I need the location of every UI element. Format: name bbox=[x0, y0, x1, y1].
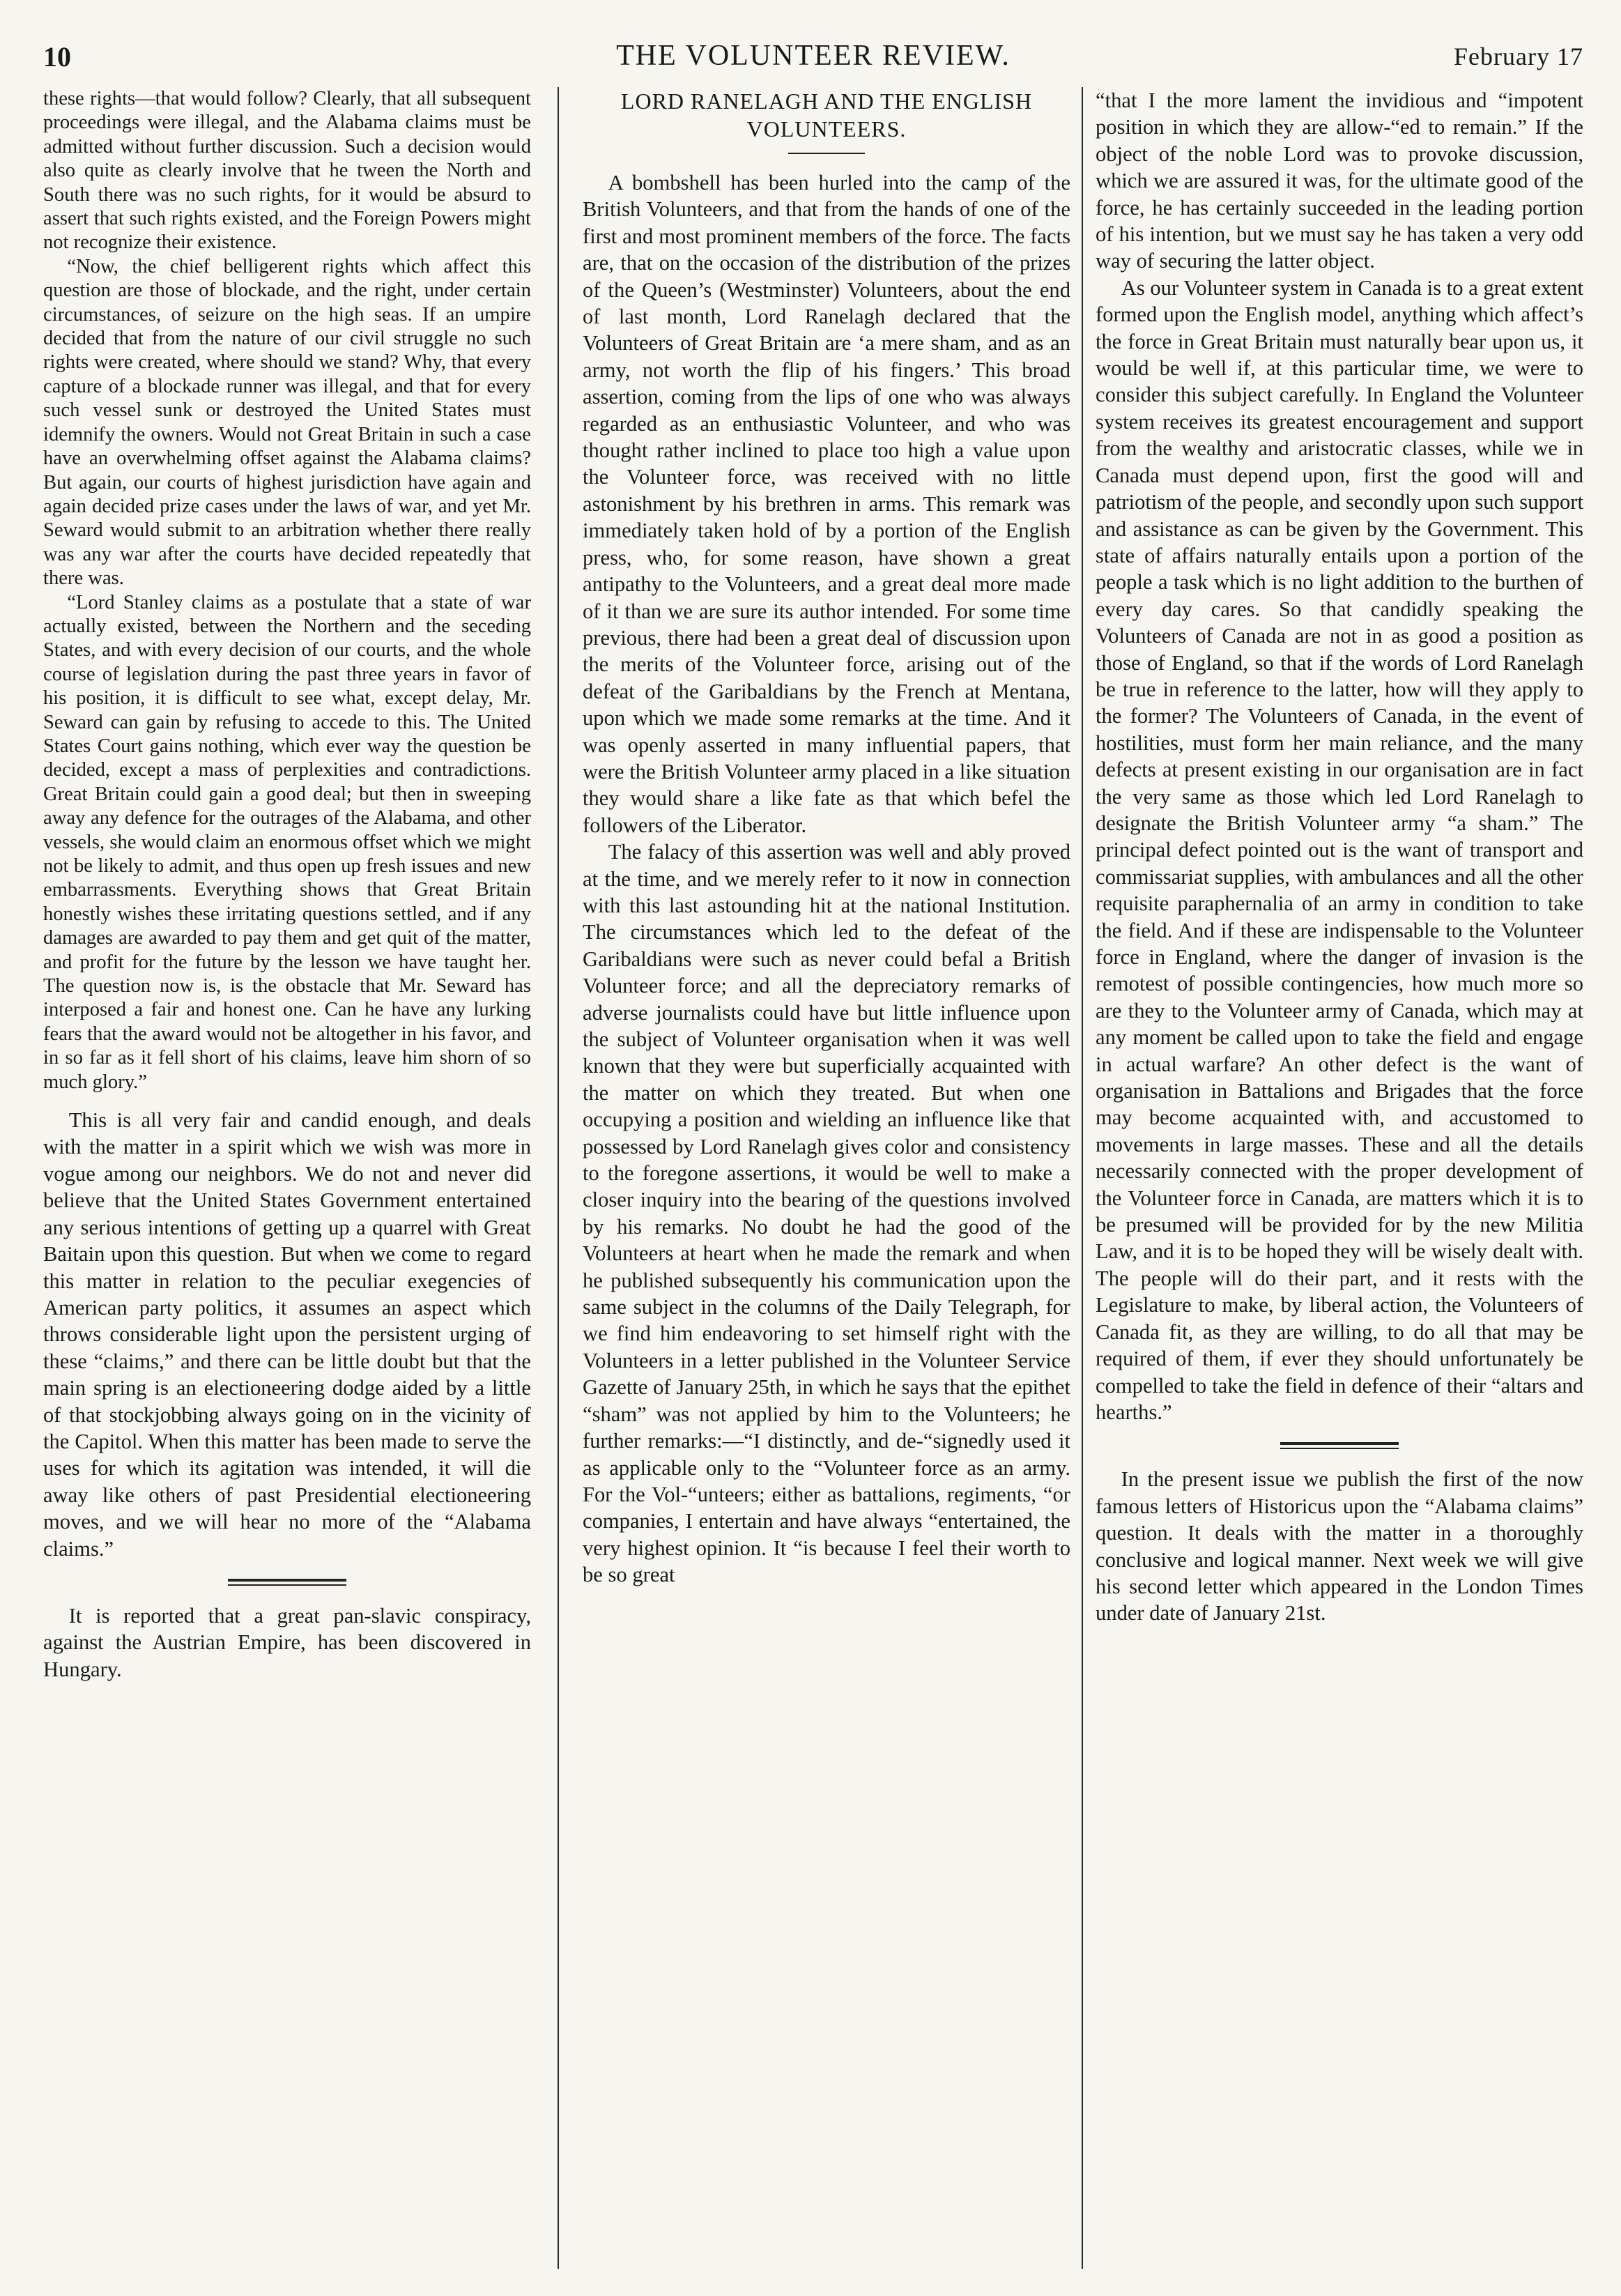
publication-title: THE VOLUNTEER REVIEW. bbox=[616, 40, 1011, 72]
column-divider bbox=[1082, 87, 1083, 2269]
news-note: It is reported that a great pan-slavic conspiracy, against the Austrian Empire, has been discovered in Hungary. bbox=[43, 1603, 531, 1681]
article-paragraph: This is all very fair and candid enough, and deals with the matter in a spirit which we wish was more in vogue among our neighbors. We do not and never did believe that the United States Government entertained any serious intentions of getting up a quarrel with Great Baitain upon this question. But when we come to regard this matter in relation to the peculiar exegencies of American party politics, it assumes an aspect which throws considerable light upon the persistent urging of these “claims,” and there can be little doubt but that the main spring is an electioneering dodge aided by a little of that stockjobbing always going on in the vicinity of the Capitol. When this matter has been made to serve the uses for which its agitation was intended, it will die away like others of past Presidential electioneering moves, and we will hear no more of the “Alabama claims.” bbox=[43, 1108, 531, 1561]
issue-date: February 17 bbox=[1454, 43, 1583, 70]
column-divider bbox=[558, 87, 559, 2269]
heading-rule bbox=[788, 153, 865, 154]
section-divider bbox=[1280, 1442, 1399, 1449]
article-paragraph: A bombshell has been hurled into the camp of the British Volunteers, and that from the hands of one of the first and most prominent members of the force. The facts are, that on the occasion of the distribution of the prizes of the Queen’s (Westminster) Volunteers, about the end of last month, Lord Ranelagh declared that the Volunteers of Great Britain are ‘a mere sham, and as an army, not worth the flip of his fingers.’ This broad assertion, coming from the lips of one who was always regarded as an enthusiastic Volunteer, and who was thought rather inclined to place too high a value upon the Volunteer force, was received with no little astonishment by his brethren in arms. This remark was immediately taken hold of by a portion of the English press, who, for some reason, have shown a great antipathy to the Volunteers, and a great deal more made of it than we are sure its author intended. For some time previous, there had been a great deal of discussion upon the merits of the Volunteer force, arising out of the defeat of the Garibaldians by the French at Mentana, upon which we made some remarks at the time. And it was openly asserted in many influential papers, that were the British Volunteer army placed in a like situation they would share a like fate as that which befel the followers of the Liberator. bbox=[583, 171, 1070, 837]
page-number: 10 bbox=[43, 41, 71, 72]
quote-paragraph: “Now, the chief belligerent rights which affect this question are those of blockade, and the right, under certain circumstances, of seizure on the high seas. If an umpire decided that from the nature of our civil struggle no such rights were created, where should we stand? Why, that every capture of a blockade runner was illegal, and that for every such vessel sunk or destroyed the United States must idemnify the owners. Would not Great Britain in such a case have an overwhelming offset against the Alabama claims? But again, our courts of highest jurisdiction have again and again decided prize cases under the laws of war, and yet Mr. Seward would submit to an arbitration whether there really was any war after the courts have decided repeatedly that there was. bbox=[43, 255, 531, 590]
quote-paragraph: “Lord Stanley claims as a postulate that a state of war actually existed, between the Northern and the seceding States, and with every decision of our courts, and the whole course of legislation during the past three years in favor of his position, it is difficult to see what, except delay, Mr. Seward can gain by refusing to accede to this. The United States Court gains nothing, which ever way the question be decided, except a mass of perplexities and contradictions. Great Britain could gain a good deal; but then in sweeping away any defence for the outrages of the Alabama, and other vessels, she would claim an enormous offset which we might not be likely to admit, and thus open up fresh issues and new embarrassments. Everything shows that Great Britain honestly wishes these irritating questions settled, and if any damages are awarded to pay them and get quit of the matter, and profit for the future by the lesson we have taught her. The question now is, is the obstacle that Mr. Seward has interposed a fair and honest one. Can he have any lurking fears that the award would not be altogether in his favor, and in so far as it fell short of his claims, leave him shorn of so much glory.” bbox=[43, 591, 531, 1093]
section-divider bbox=[228, 1579, 346, 1586]
editorial-note: In the present issue we publish the first of the now famous letters of Historicus upon the “Alabama claims” question. It deals with the matter in a thoroughly conclusive and logical manner. Next week we will give his second letter which appeared in the London Times under date of January 21st. bbox=[1096, 1467, 1583, 1625]
article-paragraph: As our Volunteer system in Canada is to a great extent formed upon the English model, anything which affect’s the force in Great Britain must naturally bear upon us, it would be well if, at this particular time, we were to consider this subject carefully. In England the Volunteer system receives its greatest encouragement and support from the wealthy and aristocratic classes, while we in Canada must depend upon, first the good will and patriotism of the people, and secondly upon such support and assistance as can be given by the Government. This state of affairs naturally entails upon a portion of the people a task which is no light addition to the burthen of every day cares. So that candidly speaking the Volunteers of Canada are not in as good a position as those of England, so that if the words of Lord Ranelagh be true in reference to the latter, how will they apply to the former? The Volunteers of Canada, in the event of hostilities, must form her main reliance, and the many defects at present existing in our organisation are in fact the very same as those which led Lord Ranelagh to designate the British Volunteer army “a sham.” The principal defect pointed out is the want of transport and commissariat supplies, with ambulances and all the other requisite paraphernalia of an army in condition to take the field. And if these are indispensable to the Volunteer force in England, where the danger of invasion is the remotest of possible contingencies, how much more so are they to the Volunteer army of Canada, which may at any moment be called upon to take the field and engage in actual warfare? An other defect is the want of organisation in Battalions and Brigades that the force may become acquainted with, and accustomed to movements in large masses. These and all the details necessarily connected with the proper development of the Volunteer force in Canada, are matters which it is to be presumed will be provided for by the new Militia Law, and it is to be hoped they will be wisely dealt with. The people will do their part, and it rests with the Legislature to make, by liberal action, the Volunteers of Canada fit, as they are willing, to do all that may be required of them, if ever they should unfortunately be compelled to take the field in defence of their “altars and hearths.” bbox=[1096, 275, 1583, 1424]
page-header bbox=[43, 35, 1583, 78]
article-heading: LORD RANELAGH AND THE ENGLISH VOLUNTEERS. bbox=[620, 89, 1033, 141]
article-paragraph: The falacy of this assertion was well and ably proved at the time, and we merely refer to it now in connection with this last astounding hit at the national Institution. The circumstances which led to the defeat of the Garibaldians were such as never could befal a British Volunteer force; and all the depreciatory remarks of adverse journalists could have but little influence upon the subject of Volunteer organisation when it was well known that they were but superficially acquainted with the matter on which they treated. But when one occupying a position and wielding an influence like that possessed by Lord Ranelagh gives color and consistency to the foregone assertions, it would be well to make a closer inquiry into the bearing of the questions involved by his remarks. No doubt he had the good of the Volunteers at heart when he made the remark and when he published subsequently his communication upon the same subject in the columns of the Daily Telegraph, for we find him endeavoring to set himself right with the Volunteers in a letter published in the Volunteer Service Gazette of January 25th, in which he says that the epithet “sham” was not applied by him to the Volunteers; he further remarks:—“I distinctly, and de-“signedly used it as applicable only to the “Volunteer force as an army. For the Vol-“unteers; either as battalions, regiments, “or companies, I entertain and have always “entertained, the very highest opinion. It “is because I feel their worth to be so great bbox=[583, 840, 1070, 1587]
column-1 bbox=[43, 87, 531, 2276]
article-paragraph: “that I the more lament the invidious and “impotent position in which they are allow-“ed to remain.” If the object of the noble Lord was to provoke discussion, which we are assured it was, for the ultimate good of the force, he has certainly succeeded in the leading portion of his intention, but we must say he has taken a very odd way of securing the latter object. bbox=[1096, 89, 1583, 273]
quoted-letter bbox=[43, 87, 531, 1094]
column-2 bbox=[583, 87, 1070, 2276]
column-3 bbox=[1096, 87, 1583, 2276]
quote-paragraph: these rights—that would follow? Clearly, that all subsequent proceedings were illegal, and the Alabama claims must be admitted without further discussion. Such a decision would also quite as clearly involve that he tween the North and South there was no such rights, for it would be absurd to assert that such rights existed, and the Foreign Powers might not recognize their existence. bbox=[43, 88, 531, 254]
